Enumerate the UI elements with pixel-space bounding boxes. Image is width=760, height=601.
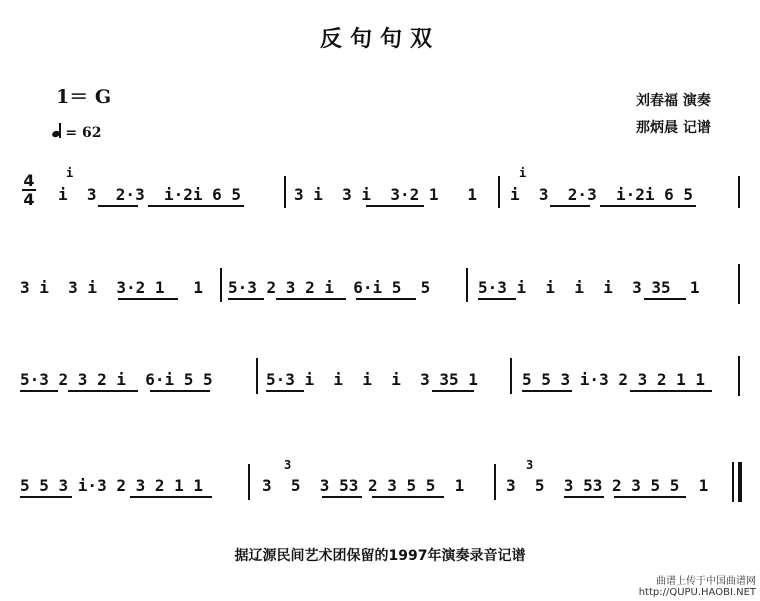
underline <box>276 298 346 300</box>
song-title: 反句句双 <box>319 27 440 52</box>
underline <box>148 205 244 207</box>
time-signature <box>22 172 36 208</box>
measure-12: 3 5 3 53 2 3 5 5 1 <box>506 476 709 495</box>
underline <box>522 390 572 392</box>
underline <box>432 390 474 392</box>
underline <box>356 298 416 300</box>
barline <box>738 356 740 396</box>
barline <box>738 176 740 208</box>
underline <box>564 496 604 498</box>
measure-10: 5 5 3 i·3 2 3 2 1 1 <box>20 476 204 495</box>
underline <box>366 205 424 207</box>
underline <box>130 496 212 498</box>
time-signature-top: 4 <box>23 171 35 190</box>
measure-4: 3 i 3 i 3·2 1 1 <box>20 278 204 297</box>
measure-9: 5 5 3 i·3 2 3 2 1 1 <box>522 370 706 389</box>
site-watermark <box>639 576 756 598</box>
underline <box>630 390 712 392</box>
underline <box>614 496 686 498</box>
underline <box>322 496 362 498</box>
barline <box>220 268 222 302</box>
watermark-line-1: 曲谱上传于中国曲谱网 <box>656 576 756 587</box>
underline <box>478 298 516 300</box>
barline <box>510 358 512 394</box>
measure-6: 5·3 i i i i 3 35 1 <box>478 278 700 297</box>
measure-11: 3 5 3 53 2 3 5 5 1 <box>262 476 465 495</box>
key-signature: 1＝ G <box>56 86 112 108</box>
watermark-line-2: http://QUPU.HAOBI.NET <box>638 587 756 598</box>
source-footnote: 据辽源民间艺术团保留的1997年演奏录音记谱 <box>234 548 526 564</box>
underline <box>150 390 210 392</box>
tempo-marking <box>52 123 101 141</box>
barline <box>256 358 258 394</box>
underline <box>266 390 304 392</box>
underline <box>20 496 72 498</box>
underline <box>228 298 264 300</box>
measure-7: 5·3 2 3 2 i 6·i 5 5 <box>20 370 213 389</box>
underline <box>372 496 444 498</box>
underline <box>98 205 138 207</box>
underline <box>20 390 58 392</box>
underline <box>550 205 590 207</box>
underline <box>644 298 686 300</box>
performer-credit: 刘春福 演奏 <box>636 93 711 109</box>
grace-note: i <box>519 166 527 180</box>
time-signature-bottom: 4 <box>23 190 35 209</box>
measure-8: 5·3 i i i i 3 35 1 <box>266 370 478 389</box>
final-barline <box>738 462 742 502</box>
barline <box>738 264 740 304</box>
underline <box>68 390 138 392</box>
underline <box>600 205 696 207</box>
grace-note: i <box>66 166 74 180</box>
underline <box>118 298 178 300</box>
barline <box>248 464 250 500</box>
measure-3: i 3 2·3 i·2i 6 5 <box>510 185 694 204</box>
barline <box>732 462 734 502</box>
tempo-value: = 62 <box>65 125 102 141</box>
barline <box>284 176 286 208</box>
measure-2: 3 i 3 i 3·2 1 1 <box>294 185 478 204</box>
transcriber-credit: 那炳晨 记谱 <box>636 120 711 136</box>
barline <box>494 464 496 500</box>
grace-note: 3 <box>284 458 292 472</box>
grace-note: 3 <box>526 458 534 472</box>
measure-1: i 3 2·3 i·2i 6 5 <box>58 185 242 204</box>
barline <box>466 268 468 302</box>
measure-5: 5·3 2 3 2 i 6·i 5 5 <box>228 278 431 297</box>
barline <box>498 176 500 208</box>
